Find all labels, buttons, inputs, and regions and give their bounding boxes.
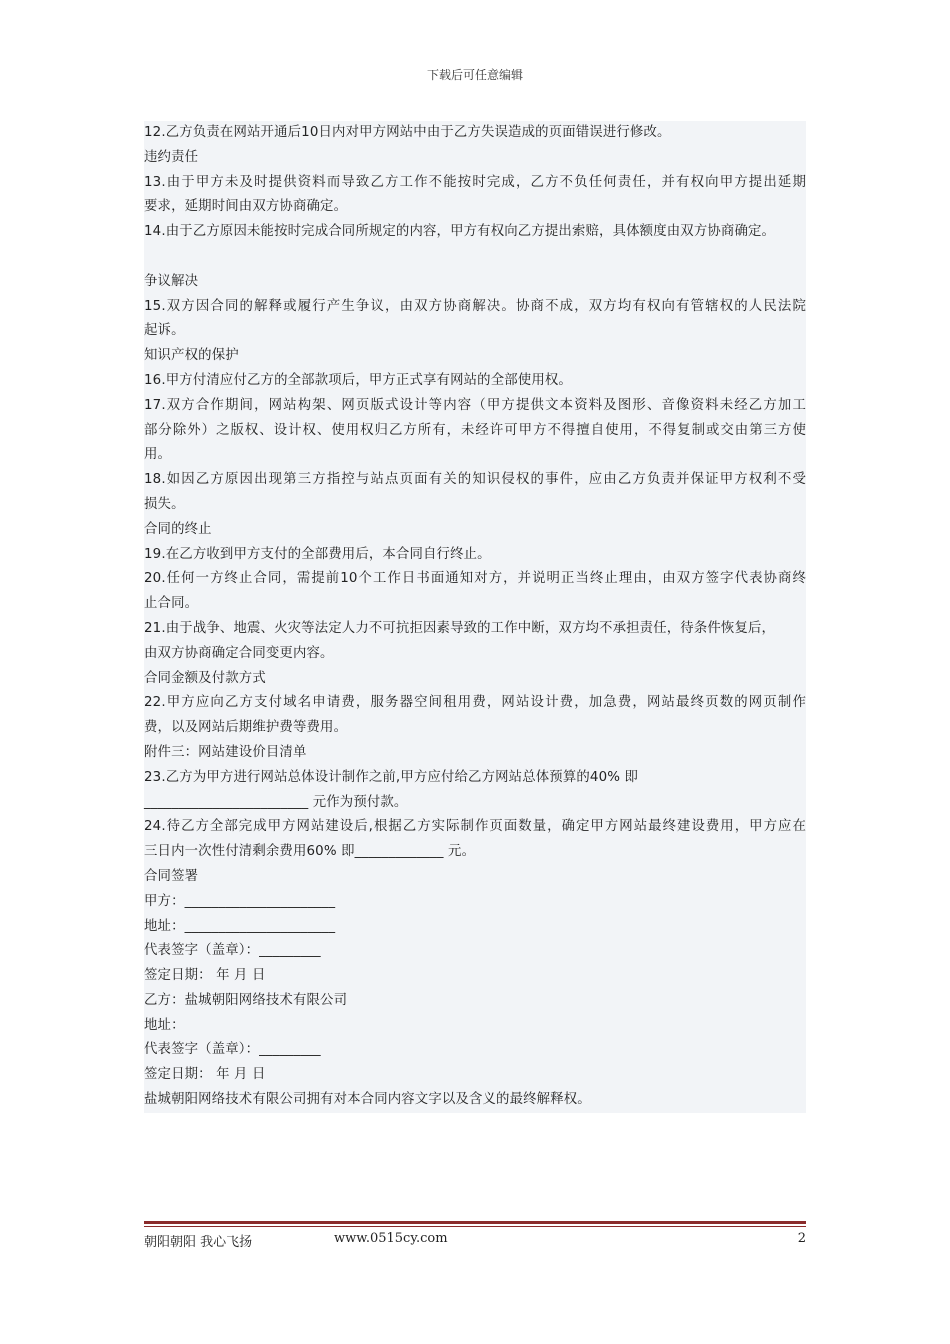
clause-20-line-2: 止合同。	[144, 596, 199, 612]
party-a-signature: 代表签字（盖章）：_________	[144, 943, 321, 959]
clause-24-line-1: 24.待乙方全部完成甲方网站建设后,根据乙方实际制作页面数量，确定甲方网站最终建设费用，甲方应在	[144, 819, 806, 835]
attachment-price-list: 附件三：网站建设价目清单	[144, 744, 307, 760]
clause-14: 14.由于乙方原因未能按时完成合同所规定的内容，甲方有权向乙方提出索赔，具体额度由双方协商确定。	[144, 224, 776, 240]
section-heading-payment: 合同金额及付款方式	[144, 670, 266, 686]
clause-15-line-2: 起诉。	[144, 323, 185, 339]
contract-body	[144, 121, 806, 1113]
page-footer	[144, 1231, 806, 1251]
clause-18-line-1: 18.如因乙方原因出现第三方指控与站点页面有关的知识侵权的事件，应由乙方负责并保证甲方权利不受	[144, 472, 806, 488]
section-heading-ip: 知识产权的保护	[144, 348, 239, 364]
party-b-sign-date: 签定日期： 年 月 日	[144, 1067, 266, 1083]
clause-16: 16.甲方付清应付乙方的全部款项后，甲方正式享有网站的全部使用权。	[144, 372, 572, 388]
clause-22-line-1: 22.甲方应向乙方支付域名申请费，服务器空间租用费，网站设计费，加急费，网站最终页数的网页制作	[144, 695, 806, 711]
clause-24-line-2: 三日内一次性付清剩余费用60% 即_____________ 元。	[144, 844, 476, 860]
clause-13-line-2: 要求，延期时间由双方协商确定。	[144, 199, 348, 215]
clause-15-line-1: 15.双方因合同的解释或履行产生争议，由双方协商解决。协商不成，双方均有权向有管辖权的人民法院	[144, 298, 806, 314]
party-a-address: 地址：______________________	[144, 918, 336, 934]
party-a-sign-date: 签定日期： 年 月 日	[144, 968, 266, 984]
clause-19: 19.在乙方收到甲方支付的全部费用后，本合同自行终止。	[144, 546, 491, 562]
section-heading-breach: 违约责任	[144, 149, 199, 165]
clause-23-line-2: ________________________ 元作为预付款。	[144, 794, 408, 810]
party-b-name: 乙方：盐城朝阳网络技术有限公司	[144, 992, 348, 1008]
section-heading-termination: 合同的终止	[144, 521, 212, 537]
interpretation-statement: 盐城朝阳网络技术有限公司拥有对本合同内容文字以及含义的最终解释权。	[144, 1092, 591, 1108]
clause-17-line-1: 17.双方合作期间，网站构架、网页版式设计等内容（甲方提供文本资料及图形、音像资料未经乙方加工	[144, 397, 806, 413]
clause-17-line-3: 用。	[144, 447, 172, 463]
page-number: 2	[797, 1231, 806, 1246]
clause-13-line-1: 13.由于甲方未及时提供资料而导致乙方工作不能按时完成，乙方不负任何责任，并有权向甲方提出延期	[144, 174, 806, 190]
clause-21-line-2: 由双方协商确定合同变更内容。	[144, 645, 334, 661]
clause-20-line-1: 20.任何一方终止合同，需提前10个工作日书面通知对方，并说明正当终止理由，由双方签字代表协商终	[144, 571, 806, 587]
clause-18-line-2: 损失。	[144, 496, 185, 512]
footer-divider-thin	[144, 1226, 806, 1227]
footer-divider-thick	[144, 1221, 806, 1224]
footer-url: www.0515cy.com	[334, 1231, 448, 1246]
party-b-address: 地址：	[144, 1017, 185, 1033]
section-heading-dispute: 争议解决	[144, 273, 199, 289]
blank-line	[144, 245, 806, 270]
party-b-signature: 代表签字（盖章）：_________	[144, 1042, 321, 1058]
footer-slogan: 朝阳朝阳 我心飞扬	[144, 1235, 253, 1250]
clause-12: 12.乙方负责在网站开通后10日内对甲方网站中由于乙方失误造成的页面错误进行修改。	[144, 125, 671, 140]
clause-17-line-2: 部分除外）之版权、设计权、使用权归乙方所有，未经许可甲方不得擅自使用，不得复制或交由第三方使	[144, 422, 806, 438]
party-a-name: 甲方：______________________	[144, 893, 336, 909]
section-heading-signing: 合同签署	[144, 868, 199, 884]
clause-22-line-2: 费，以及网站后期维护费等费用。	[144, 720, 348, 736]
header-note: 下载后可任意编辑	[426, 68, 523, 82]
clause-21-line-1: 21.由于战争、地震、火灾等法定人力不可抗拒因素导致的工作中断，双方均不承担责任，待条件恢复后，	[144, 620, 776, 636]
footer-divider	[144, 1221, 806, 1227]
clause-23-line-1: 23.乙方为甲方进行网站总体设计制作之前,甲方应付给乙方网站总体预算的40% 即	[144, 769, 639, 785]
